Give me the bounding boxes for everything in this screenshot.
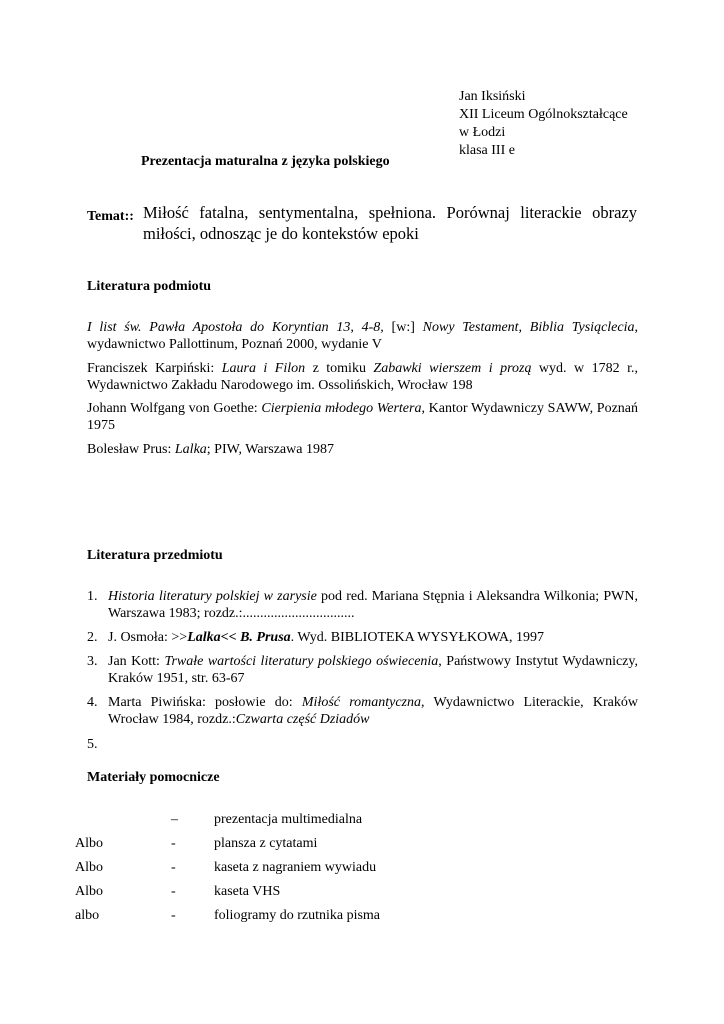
aids-dash: - [171, 884, 176, 899]
entry-2-text-2: z tomiku [305, 361, 374, 376]
aids-dash: – [171, 812, 178, 827]
subject-entry-2 [87, 360, 638, 394]
aids-item: foliogramy do rzutnika pisma [214, 908, 381, 923]
aids-row [0, 811, 724, 829]
list-item [87, 588, 638, 622]
topic-label-sep: : [129, 209, 134, 224]
item-4-italic-1: Miłość romantyczna [301, 695, 421, 710]
item-1-text-1: pod red. Mariana Stępnia i Aleksandra Wilkonia; PWN, Warszawa 1983; rozdz.:................................ [108, 589, 638, 621]
aids-prefix: Albo [75, 836, 103, 851]
item-3-text-2: , Państwowy Instytut Wydawniczy, Kraków 1951, str. 63-67 [108, 654, 638, 686]
item-1-italic-1: Historia literatury polskiej w zarysie [108, 589, 317, 604]
author-class: klasa III e [459, 143, 515, 158]
entry-1-text-2: , wydawnictwo Pallottinum, Poznań 2000, wydanie V [87, 320, 638, 352]
author-block [459, 88, 628, 160]
entry-3-text-2: , Kantor Wydawniczy SAWW, Poznań 1975 [87, 401, 638, 433]
aids-item: kaseta z nagraniem wywiadu [214, 860, 377, 875]
topic-text [143, 202, 637, 244]
list-item-number: 5. [87, 737, 98, 752]
aids-row [0, 835, 724, 853]
aids-row [0, 859, 724, 877]
entry-2-text-1: Franciszek Karpiński: [87, 361, 222, 376]
entry-2-text-3: wyd. w 1782 r., Wydawnictwo Zakładu Narodowego im. Ossolińskich, Wrocław 198 [87, 361, 638, 393]
aids-row [0, 907, 724, 925]
item-3-text-1: Jan Kott: [108, 654, 165, 669]
aids-row [0, 883, 724, 901]
list-item [87, 629, 638, 646]
author-city: w Łodzi [459, 125, 506, 140]
item-2-text-2: . Wyd. BIBLIOTEKA WYSYŁKOWA, 1997 [290, 630, 545, 645]
subject-entry-1 [87, 319, 638, 353]
aids-prefix: Albo [75, 860, 103, 875]
entry-4-text-2: ; PIW, Warszawa 1987 [206, 442, 334, 457]
list-item-number: 3. [87, 654, 98, 669]
aids-prefix: Albo [75, 884, 103, 899]
topic-line-2: miłości, odnosząc je do kontekstów epoki [143, 224, 419, 243]
item-4-italic-2: Czwarta część Dziadów [235, 712, 370, 727]
subject-literature-heading: Literatura podmiotu [87, 279, 212, 294]
item-3-italic-1: Trwałe wartości literatury polskiego oświecenia [164, 654, 439, 669]
entry-2-italic-2: Zabawki wierszem i prozą [373, 361, 532, 376]
object-literature-heading: Literatura przedmiotu [87, 548, 223, 563]
aids-prefix: albo [75, 908, 100, 923]
list-item-number: 2. [87, 630, 98, 645]
author-name: Jan Iksiński [459, 89, 526, 104]
topic-label-text: Temat: [87, 209, 130, 224]
entry-1-italic-1: I list św. Pawła Apostoła do Koryntian 13, 4-8, [87, 320, 384, 335]
entry-2-italic-1: Laura i Filon [221, 361, 306, 376]
topic-line-1: Miłość fatalna, sentymentalna, spełniona. Porównaj literackie obrazy [143, 203, 637, 222]
list-item [87, 694, 638, 728]
item-4-text-1: Marta Piwińska: posłowie do: [108, 695, 302, 710]
item-2-text-1: J. Osmoła: >> [108, 630, 188, 645]
list-item-number: 4. [87, 695, 98, 710]
topic-label [87, 208, 134, 225]
aids-item: prezentacja multimedialna [214, 812, 363, 827]
aids-dash: - [171, 908, 176, 923]
item-4-text-2: , Wydawnictwo Literackie, Kraków Wrocław 1984, rozdz.: [108, 695, 638, 727]
entry-3-text-1: Johann Wolfgang von Goethe: [87, 401, 262, 416]
entry-1-text-1: [w:] [383, 320, 423, 335]
item-2-bolditalic-1: Lalka<< B. Prusa [187, 630, 291, 645]
subject-entry-3 [87, 400, 638, 434]
subject-entry-4 [87, 441, 638, 458]
list-item-number: 1. [87, 589, 98, 604]
presentation-title: Prezentacja maturalna z języka polskiego [141, 154, 390, 169]
list-item [87, 653, 638, 687]
aids-dash: - [171, 836, 176, 851]
entry-1-italic-2: Nowy Testament, Biblia Tysiąclecia [422, 320, 635, 335]
aids-item: kaseta VHS [214, 884, 281, 899]
entry-4-text-1: Bolesław Prus: [87, 442, 175, 457]
entry-4-italic-1: Lalka [174, 442, 207, 457]
author-school: XII Liceum Ogólnokształcące [459, 107, 628, 122]
entry-3-italic-1: Cierpienia młodego Wertera [261, 401, 422, 416]
aids-item: plansza z cytatami [214, 836, 318, 851]
aids-heading: Materiały pomocnicze [87, 770, 220, 785]
aids-dash: - [171, 860, 176, 875]
